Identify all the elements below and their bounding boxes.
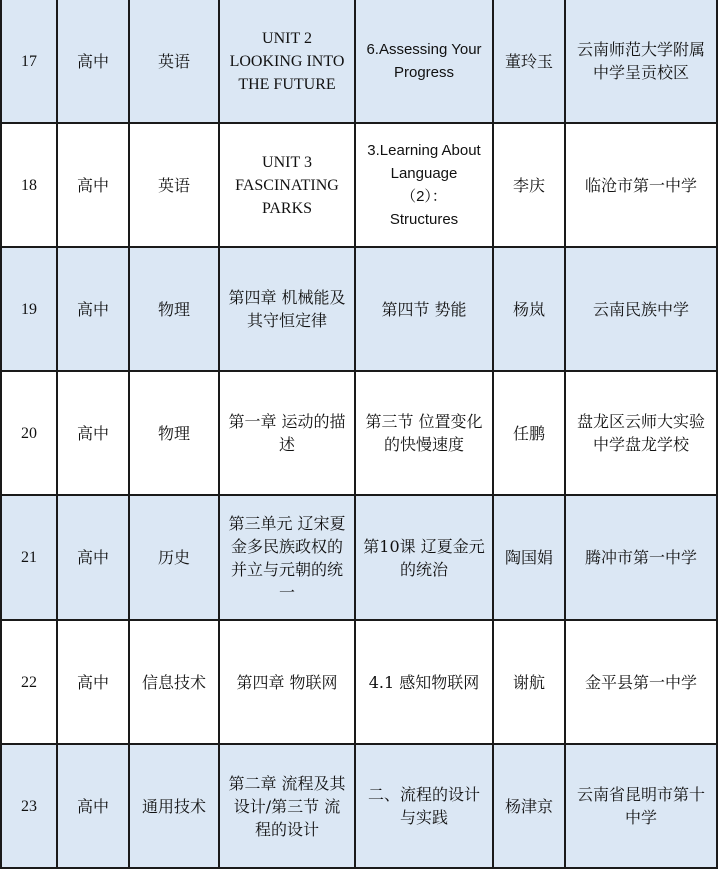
lesson-cell [355, 0, 493, 123]
unit-cell-line: 其守恒定律 [246, 311, 327, 330]
unit-cell [219, 247, 355, 371]
school-cell [565, 620, 717, 744]
school-cell [565, 744, 717, 868]
school-cell-line: 中学盘龙学校 [592, 435, 689, 454]
unit-cell [219, 0, 355, 123]
unit-cell-line: LOOKING INTO [229, 52, 345, 70]
lesson-cell-line: （2）： [401, 188, 447, 205]
lesson-cell-line: 的快慢速度 [383, 435, 464, 454]
school-level-cell: 高中 [57, 495, 129, 620]
school-level-cell: 高中 [57, 371, 129, 495]
school-cell-line: 腾冲市第一中学 [584, 548, 697, 567]
school-level-cell: 高中 [57, 0, 129, 123]
lesson-cell-line: Structures [389, 211, 459, 228]
unit-cell [219, 620, 355, 744]
subject-cell: 通用技术 [129, 744, 219, 868]
lesson-cell-line: 4.1 感知物联网 [368, 672, 480, 692]
school-cell-line: 盘龙区云师大实验 [576, 412, 705, 431]
table-row [1, 371, 717, 495]
teacher-cell: 董玲玉 [493, 0, 565, 123]
unit-cell [219, 123, 355, 247]
school-cell-line: 云南师范大学附属 [576, 40, 705, 59]
subject-cell: 物理 [129, 247, 219, 371]
row-number-cell: 23 [1, 744, 57, 868]
lesson-cell-line: 6.Assessing Your [366, 41, 482, 58]
school-cell-line: 中学呈贡校区 [592, 63, 689, 82]
table-row [1, 495, 717, 620]
subject-cell: 历史 [129, 495, 219, 620]
lesson-cell-line: Language [390, 165, 458, 182]
school-cell [565, 247, 717, 371]
unit-cell-line: 并立与元朝的统 [230, 559, 343, 579]
subject-cell: 信息技术 [129, 620, 219, 744]
school-cell-line: 云南省昆明市第十 [576, 785, 705, 804]
school-level-cell: 高中 [57, 247, 129, 371]
school-level-cell: 高中 [57, 620, 129, 744]
unit-cell-line: 一 [278, 582, 295, 602]
lesson-cell [355, 371, 493, 495]
unit-cell-line: FASCINATING [235, 176, 339, 194]
lesson-cell-line: 与实践 [399, 808, 448, 827]
school-cell-line: 云南民族中学 [592, 299, 689, 319]
table-row [1, 123, 717, 247]
unit-cell-line: 第一章 运动的描 [228, 412, 346, 431]
table-row [1, 247, 717, 371]
unit-cell-line: 述 [278, 435, 295, 454]
subject-cell: 物理 [129, 371, 219, 495]
unit-cell-line: UNIT 3 [262, 153, 312, 171]
teacher-cell: 谢航 [493, 620, 565, 744]
teacher-cell: 陶国娟 [493, 495, 565, 620]
subject-cell: 英语 [129, 0, 219, 123]
unit-cell [219, 495, 355, 620]
teacher-cell: 任鹏 [493, 371, 565, 495]
row-number-cell: 21 [1, 495, 57, 620]
row-number-cell: 22 [1, 620, 57, 744]
lesson-cell [355, 744, 493, 868]
teacher-cell: 杨津京 [493, 744, 565, 868]
row-number-cell: 18 [1, 123, 57, 247]
unit-cell-line: 第四章 机械能及 [228, 288, 346, 307]
school-cell [565, 371, 717, 495]
school-cell-line: 临沧市第一中学 [584, 175, 697, 195]
unit-cell [219, 371, 355, 495]
school-cell [565, 123, 717, 247]
teacher-cell: 李庆 [493, 123, 565, 247]
lesson-cell [355, 495, 493, 620]
unit-cell-line: THE FUTURE [238, 75, 336, 93]
table-body [1, 0, 717, 868]
unit-cell-line: 第三单元 辽宋夏 [228, 513, 346, 533]
row-number-cell: 17 [1, 0, 57, 123]
unit-cell-line: PARKS [261, 199, 313, 217]
unit-cell-line: 第四章 物联网 [236, 672, 338, 692]
unit-cell [219, 744, 355, 868]
teacher-cell: 杨岚 [493, 247, 565, 371]
table-row [1, 620, 717, 744]
lesson-cell [355, 620, 493, 744]
lesson-cell-line: 第四节 势能 [381, 299, 467, 319]
lesson-cell [355, 123, 493, 247]
table-row [1, 744, 717, 868]
lesson-cell-line: 的统治 [399, 559, 448, 579]
lesson-cell [355, 247, 493, 371]
school-cell-line: 金平县第一中学 [584, 672, 697, 692]
unit-cell-line: 设计/第三节 流 [233, 796, 341, 816]
school-level-cell: 高中 [57, 744, 129, 868]
unit-cell-line: 程的设计 [254, 819, 319, 839]
lesson-cell-line: 第三节 位置变化 [365, 412, 483, 431]
lesson-cell-line: 二、流程的设计 [367, 785, 480, 804]
row-number-cell: 20 [1, 371, 57, 495]
lesson-cell-line: 3.Learning About [367, 142, 481, 159]
row-number-cell: 19 [1, 247, 57, 371]
table-row [1, 0, 717, 123]
unit-cell-line: 第二章 流程及其 [228, 773, 346, 793]
unit-cell-line: UNIT 2 [262, 29, 312, 47]
school-cell [565, 0, 717, 123]
school-cell-line: 中学 [624, 808, 657, 827]
lesson-cell-line: Progress [393, 64, 455, 81]
unit-cell-line: 金多民族政权的 [230, 536, 343, 556]
school-cell [565, 495, 717, 620]
lesson-cell-line: 第10课 辽夏金元 [363, 536, 485, 556]
subject-cell: 英语 [129, 123, 219, 247]
school-level-cell: 高中 [57, 123, 129, 247]
